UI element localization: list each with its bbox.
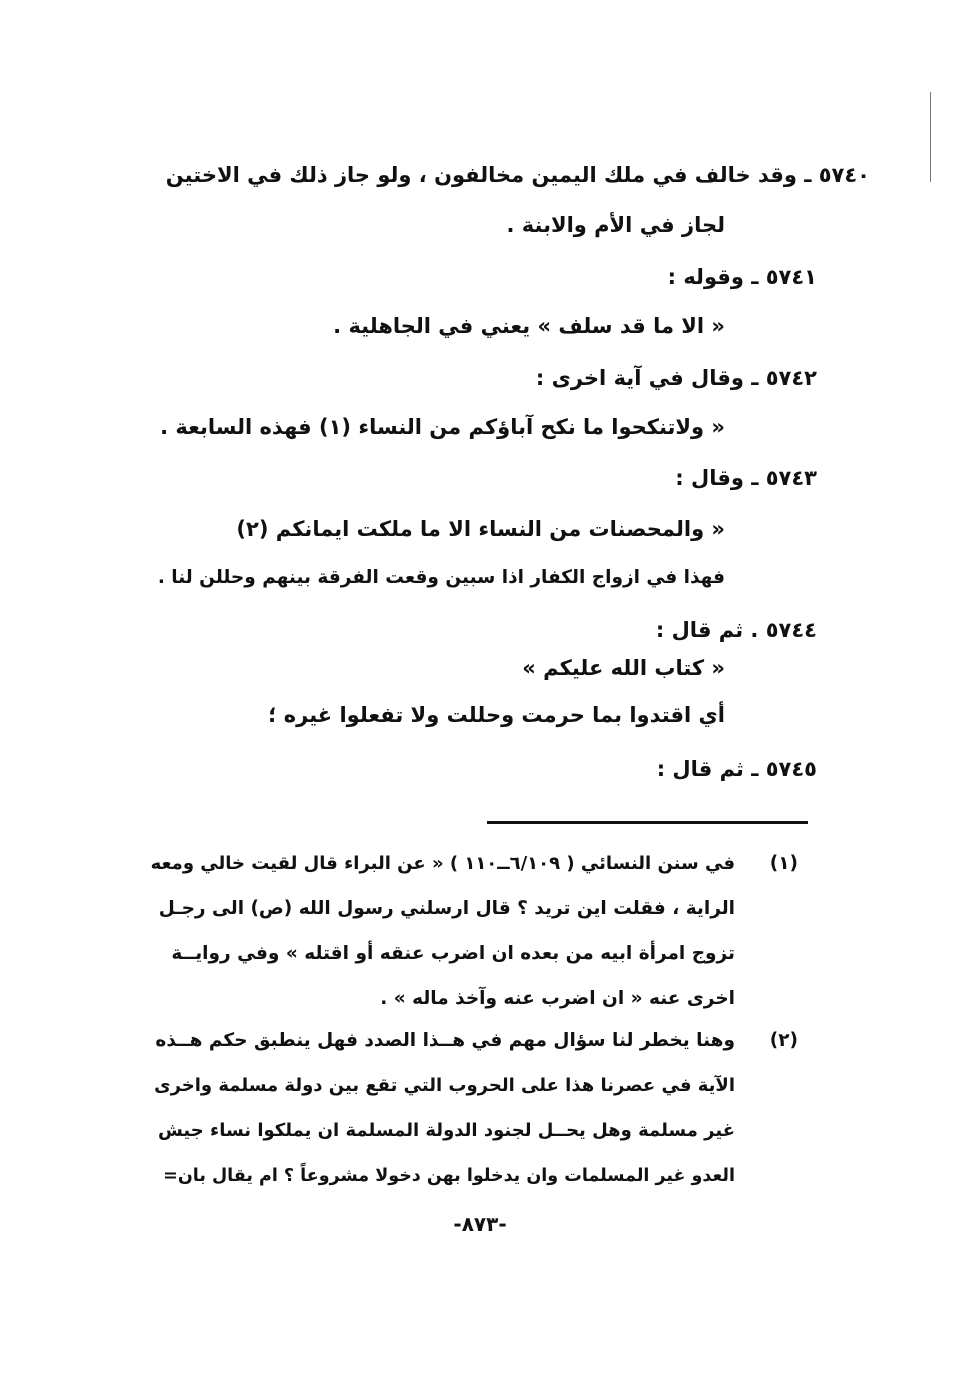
text-line: أي اقتدوا بما حرمت وحللت ولا تفعلوا غيره ؛ bbox=[268, 703, 725, 727]
text-line: ٥٧٤٠ ـ وقد خالف في ملك اليمين مخالفون ، ولو جاز ذلك في الاختين bbox=[165, 163, 870, 187]
section-heading: ٥٧٤٢ ـ وقال في آية اخرى : bbox=[535, 366, 817, 390]
footnote-number: (٢) bbox=[769, 1030, 798, 1051]
section-heading: ٥٧٤١ ـ وقوله : bbox=[667, 265, 817, 289]
page-number: -٨٧٣- bbox=[453, 1212, 507, 1236]
footnote-line: الراية ، فقلت اين تريد ؟ قال ارسلني رسول الله (ص) الى رجـل bbox=[158, 898, 735, 919]
text-line: « كتاب الله عليكم » bbox=[522, 656, 725, 680]
footnote-line: اخرى عنه « ان اضرب عنه وآخذ ماله » . bbox=[380, 988, 735, 1009]
text-line: « والمحصنات من النساء الا ما ملكت ايمانكم (٢) bbox=[236, 517, 725, 541]
footnote-line: الآية في عصرنا هذا على الحروب التي تقع بين دولة مسلمة واخرى bbox=[154, 1075, 735, 1096]
text-line: « ولاتنكحوا ما نكح آباؤكم من النساء (١) فهذه السابعة . bbox=[160, 415, 725, 439]
text-line: فهذا في ازواج الكفار اذا سبين وقعت الفرقة بينهم وحللن لنا . bbox=[157, 567, 725, 588]
footnote-number: (١) bbox=[769, 853, 798, 874]
footnote-line: وهنا يخطر لنا سؤال مهم في هــذا الصدد فهل ينطبق حكم هــذه bbox=[155, 1030, 735, 1051]
section-heading: ٥٧٤٤ . ثم قال : bbox=[655, 618, 817, 642]
text-line: لجاز في الأم والابنة . bbox=[506, 213, 725, 237]
text-line: « الا ما قد سلف » يعني في الجاهلية . bbox=[333, 314, 725, 338]
footnote-line: في سنن النسائي ( ٦/١٠٩ــ١١٠ ) « عن البراء قال لقيت خالي ومعه bbox=[150, 853, 735, 874]
section-heading: ٥٧٤٣ ـ وقال : bbox=[675, 466, 817, 490]
footnote-line: العدو غير المسلمات وان يدخلوا بهن دخولا مشروعاً ؟ ام يقال بان= bbox=[163, 1166, 735, 1186]
scan-margin-mark bbox=[930, 92, 931, 182]
footnote-line: تزوج امرأة ابيه من بعده ان اضرب عنقه أو اقتله » وفي روايــة bbox=[171, 943, 735, 964]
section-heading: ٥٧٤٥ ـ ثم قال : bbox=[656, 757, 817, 781]
footnote-separator bbox=[487, 821, 808, 824]
footnote-line: غير مسلمة وهل يحــل لجنود الدولة المسلمة ان يملكوا نساء جيش bbox=[157, 1120, 735, 1141]
